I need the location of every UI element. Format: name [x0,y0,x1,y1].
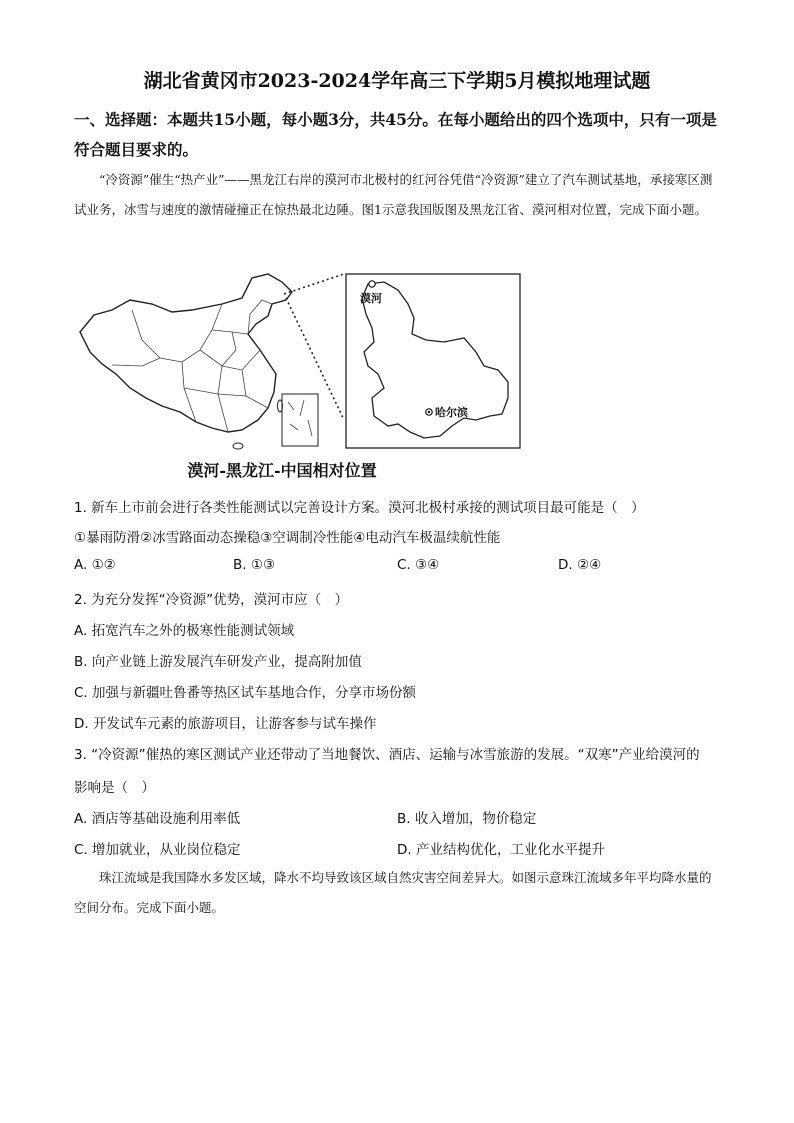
q2-option-d[interactable]: D. 开发试车元素的旅游项目，让游客参与试车操作 [74,716,377,732]
section-heading: 一、选择题：本题共15小题，每小题3分，共45分。在每小题给出的四个选项中，只有一项是符合题目要求的。 [74,110,717,159]
page-title: 湖北省黄冈市2023-2024学年高三下学期5月模拟地理试题 [143,70,651,92]
q3-option-d[interactable]: D. 产业结构优化，工业化水平提升 [397,842,605,858]
q1-option-c[interactable]: C. ③④ [397,557,440,573]
q1-option-d[interactable]: D. ②④ [558,557,602,573]
mohe-label: 漠河 [360,292,382,305]
q2-option-c[interactable]: C. 加强与新疆吐鲁番等热区试车基地合作，分享市场份额 [74,685,417,701]
q2-stem: 2. 为充分发挥“冷资源”优势，漠河市应（ ） [74,592,349,608]
mohe-marker [369,281,375,287]
q1-items: ①暴雨防滑②冰雪路面动态操稳③空调制冷性能④电动汽车极温续航性能 [74,530,501,546]
q3-option-b[interactable]: B. 收入增加，物价稳定 [397,811,537,827]
harbin-label: 哈尔滨 [435,406,468,419]
q2-option-a[interactable]: A. 拓宽汽车之外的极寒性能测试领域 [74,623,295,639]
q2-option-b[interactable]: B. 向产业链上游发展汽车研发产业，提高附加值 [74,654,362,670]
q3-stem-line1: 3. “冷资源”催热的寒区测试产业还带动了当地餐饮、酒店、运输与冰雪旅游的发展。“双寒”产业给漠河的 [74,747,700,763]
q3-option-c[interactable]: C. 增加就业，从业岗位稳定 [74,842,241,858]
china-outline [80,274,292,432]
q1-option-a[interactable]: A. ①② [74,557,116,573]
q1-option-b[interactable]: B. ①③ [233,557,276,573]
figure-caption: 漠河-黑龙江-中国相对位置 [187,461,377,480]
q3-option-a[interactable]: A. 酒店等基础设施利用率低 [74,811,241,827]
map-figure [72,270,524,480]
passage-1: “冷资源”催生“热产业”——黑龙江右岸的漠河市北极村的红河谷凭借“冷资源”建立了汽车测试基地，承接寒区测试业务，冰雪与速度的激情碰撞正在惊热最北边陲。图1示意我国版图及黑龙江省、漠河相对位置，完成下面小题。 [74,172,713,217]
q3-stem-line2: 影响是（ ） [74,780,155,796]
passage-2: 珠江流域是我国降水多发区域，降水不均导致该区域自然灾害空间差异大。如图示意珠江流域多年平均降水量的空间分布。完成下面小题。 [74,870,712,915]
q1-stem: 1. 新车上市前会进行各类性能测试以完善设计方案。漠河北极村承接的测试项目最可能是（ ） [74,500,645,516]
